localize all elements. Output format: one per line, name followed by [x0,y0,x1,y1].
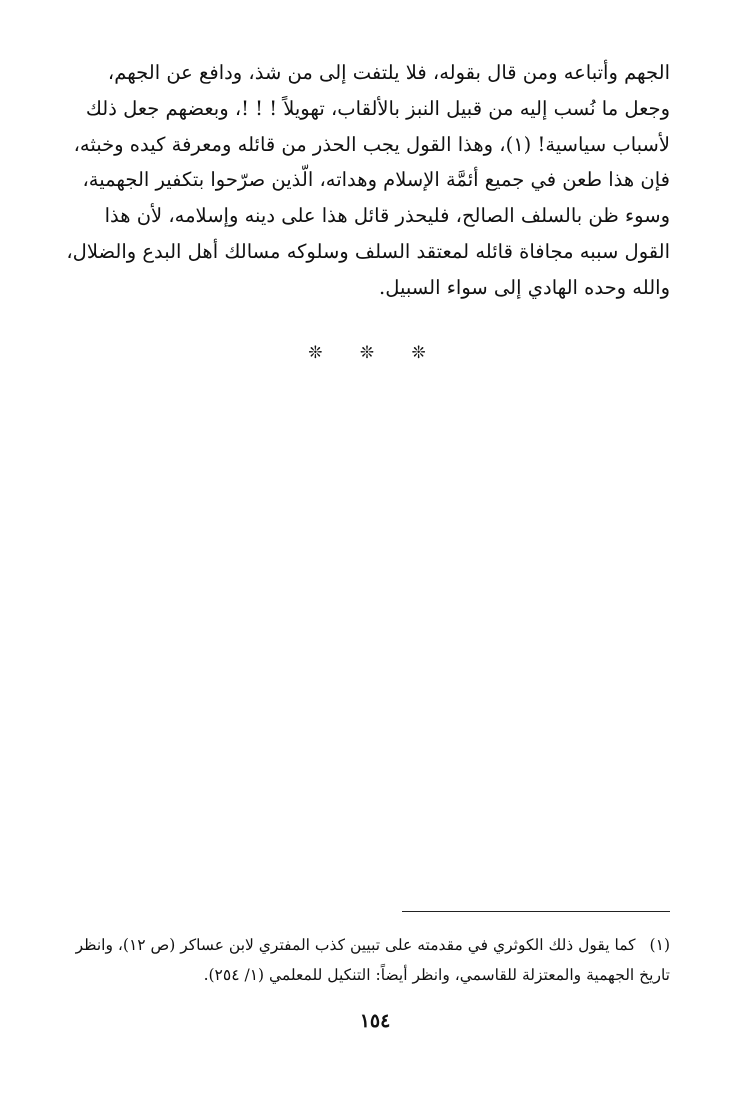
body-line-5: وسوء ظن بالسلف الصالح، فليحذر قائل هذا على دينه وإسلامه، لأن هذا [104,204,670,228]
footnote-divider [402,911,670,912]
body-text [64,55,670,306]
body-line-4: فإن هذا طعن في جميع أئمَّة الإسلام وهداته، الّذين صرّحوا بتكفير الجهمية، [82,168,670,192]
footnotes [64,930,670,990]
body-line-2: وجعل ما نُسب إليه من قبيل النبز بالألقاب، تهويلاً ! ! !، وبعضهم جعل ذلك [85,96,670,120]
body-line-6: القول سببه مجافاة قائله لمعتقد السلف وسلوكه مسالك أهل البدع والضلال، [66,239,670,263]
footnote-line-1 [64,930,670,960]
section-separator: ❊ ❊ ❊ [308,343,442,363]
footnote-marker: (١) [649,936,670,954]
footnote-text-1: كما يقول ذلك الكوثري في مقدمته على تبيين كذب المفتري لابن عساكر (ص ١٢)، وانظر [75,936,636,954]
body-line-7: والله وحده الهادي إلى سواء السبيل. [379,275,670,299]
body-line-1: الجهم وأتباعه ومن قال بقوله، فلا يلتفت إلى من شذ، ودافع عن الجهم، [107,61,670,84]
body-line-3: لأسباب سياسية! (١)، وهذا القول يجب الحذر من قائله ومعرفة كيده وخبثه، [73,132,670,156]
page-number: ١٥٤ [359,1010,391,1032]
footnote-line-2: تاريخ الجهمية والمعتزلة للقاسمي، وانظر أيضاً: التنكيل للمعلمي (١/ ٢٥٤). [203,966,670,984]
